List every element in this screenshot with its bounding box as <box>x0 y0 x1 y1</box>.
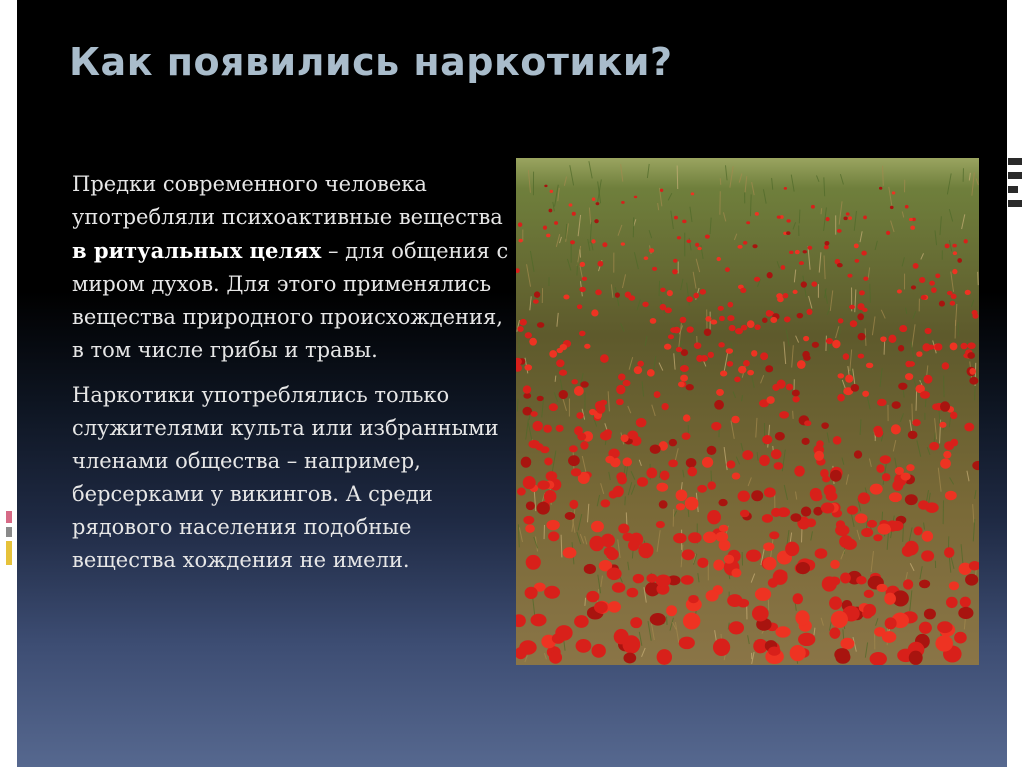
left-decor-gray <box>6 527 12 537</box>
right-decor-2 <box>1008 172 1022 179</box>
slide <box>17 0 1007 767</box>
paragraph-2: Наркотики употреблялись только служителями культа или избранными членами общества – например, берсерками у викингов. А среди рядового населения подобные вещества хождения не имели. <box>72 383 499 572</box>
body-text <box>72 168 512 589</box>
paragraph-1-text-end: – для общения с миром духов. Для этого применялись вещества природного происхождения, в том числе грибы и травы. <box>72 239 509 362</box>
slide-title: Как появились наркотики? <box>69 40 673 84</box>
left-decor-yellow <box>6 541 12 565</box>
right-decor-3 <box>1008 186 1018 193</box>
right-decor-1 <box>1008 158 1022 165</box>
poppy-field-illustration <box>516 158 979 665</box>
paragraph-1-text-start: Предки современного человека употребляли психоактивные вещества <box>72 172 503 229</box>
paragraph-1 <box>72 168 512 367</box>
left-decor-pink <box>6 511 12 523</box>
right-edge-strip <box>1007 0 1024 767</box>
right-decor-4 <box>1008 200 1022 207</box>
poppy-field-photo <box>516 158 979 665</box>
paragraph-1-bold: в ритуальных целях <box>72 238 322 263</box>
